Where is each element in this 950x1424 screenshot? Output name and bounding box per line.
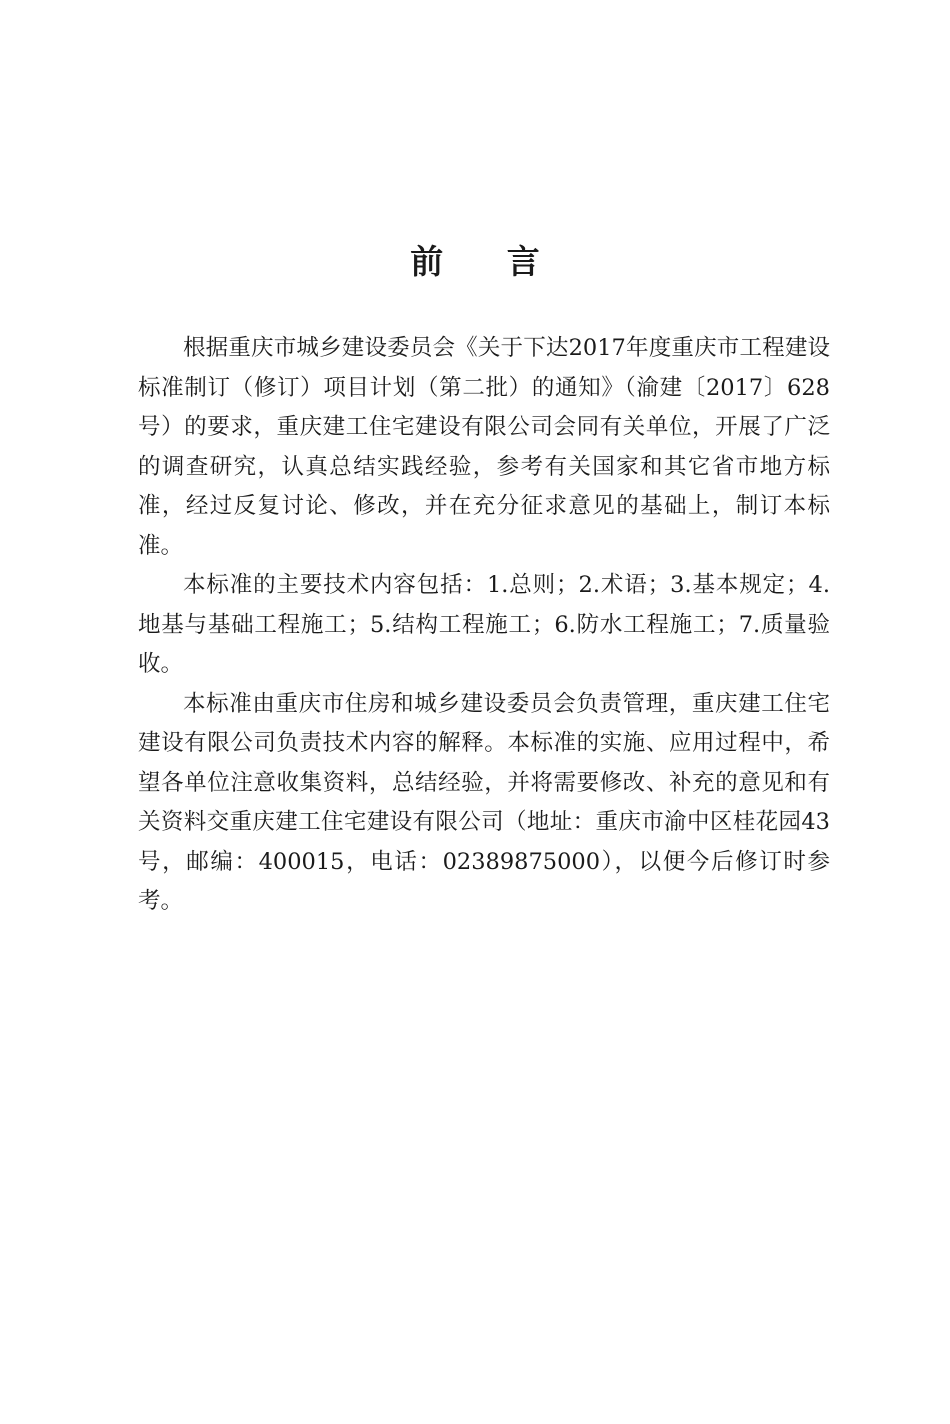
page-title: 前 言 [410, 242, 566, 281]
preface-paragraph-3: 本标准由重庆市住房和城乡建设委员会负责管理，重庆建工住宅建设有限公司负责技术内容的解释。本标准的实施、应用过程中，希望各单位注意收集资料，总结经验，并将需要修改、补充的意见和有关资料交重庆建工住宅建设有限公司（地址：重庆市渝中区桂花园43号，邮编：400015，电话：02389875000），以便今后修订时参考。 [138, 690, 830, 914]
preface-body [138, 329, 830, 922]
preface-paragraph-2: 本标准的主要技术内容包括：1.总则；2.术语；3.基本规定；4.地基与基础工程施工；5.结构工程施工；6.防水工程施工；7.质量验收。 [138, 572, 830, 677]
preface-paragraph-1: 根据重庆市城乡建设委员会《关于下达2017年度重庆市工程建设标准制订（修订）项目计划（第二批）的通知》（渝建〔2017〕628号）的要求，重庆建工住宅建设有限公司会同有关单位，开展了广泛的调查研究，认真总结实践经验，参考有关国家和其它省市地方标准，经过反复讨论、修改，并在充分征求意见的基础上，制订本标准。 [138, 335, 830, 559]
